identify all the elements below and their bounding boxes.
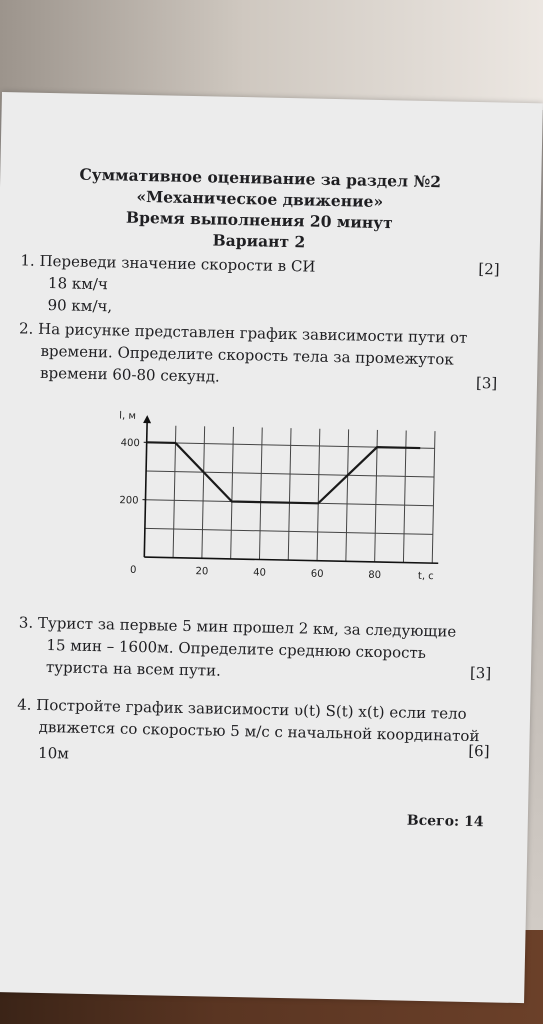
distance-time-chart bbox=[100, 406, 464, 593]
grid-line-vertical bbox=[317, 429, 320, 561]
grid-line-vertical bbox=[432, 431, 435, 563]
x-tick-label: 60 bbox=[310, 568, 324, 580]
grid-line-vertical bbox=[259, 428, 262, 560]
grid-line-vertical bbox=[231, 427, 234, 559]
task-4-line-2: движется со скоростью 5 м/с с начальной координатой bbox=[38, 717, 480, 746]
y-axis bbox=[144, 417, 147, 557]
task-1-item-1: 18 км/ч bbox=[47, 274, 109, 294]
exam-sheet bbox=[0, 92, 543, 1003]
task-2-points: [3] bbox=[475, 373, 498, 393]
task-2-line-2: времени. Определите скорость тела за промежуток bbox=[40, 341, 454, 369]
grid-line-vertical bbox=[202, 426, 205, 558]
task-3-points: [3] bbox=[469, 663, 492, 683]
total-score: Всего: 14 bbox=[406, 812, 484, 831]
header-topic: «Механическое движение» bbox=[136, 186, 384, 212]
task-3-line-1: 3. Турист за первые 5 мин прошел 2 км, за следующие bbox=[18, 613, 457, 641]
task-4-line-1: 4. Постройте график зависимости υ(t) S(t) x(t) если тело bbox=[16, 695, 467, 723]
task-1-points: [2] bbox=[478, 260, 500, 279]
grid-line-vertical bbox=[288, 428, 291, 560]
grid-line-vertical bbox=[403, 431, 406, 563]
header bbox=[59, 163, 461, 255]
y-axis-label: l, м bbox=[119, 410, 137, 422]
task-4-line-3: 10м bbox=[37, 743, 70, 763]
document-content bbox=[0, 92, 543, 1003]
header-title: Суммативное оценивание за раздел №2 bbox=[79, 164, 442, 192]
y-axis-arrow bbox=[143, 415, 151, 423]
x-tick-label: 80 bbox=[368, 569, 382, 582]
grid-line-vertical bbox=[346, 429, 349, 561]
grid-line-vertical bbox=[173, 426, 176, 558]
y-tick-label: 200 bbox=[119, 495, 139, 507]
header-variant: Вариант 2 bbox=[212, 230, 306, 252]
x-tick-label: 40 bbox=[253, 567, 267, 579]
task-1-text: 1. Переведи значение скорости в СИ bbox=[20, 251, 316, 276]
task-2-line-1: 2. На рисунке представлен график зависимости пути от bbox=[18, 319, 468, 347]
task-3-line-3: туриста на всем пути. bbox=[45, 658, 222, 680]
header-time: Время выполнения 20 минут bbox=[125, 207, 393, 233]
task-2-line-3: времени 60-80 секунд. bbox=[39, 363, 221, 386]
y-tick-label: 400 bbox=[120, 437, 140, 450]
x-tick-label: 0 bbox=[129, 564, 137, 576]
x-tick-label: 20 bbox=[195, 566, 209, 578]
chart-grid bbox=[144, 425, 435, 563]
task-3-line-2: 15 мин – 1600м. Определите среднюю скорость bbox=[46, 636, 427, 662]
task-1-item-2: 90 км/ч, bbox=[47, 296, 113, 316]
task-4-points: [6] bbox=[468, 741, 490, 761]
x-axis bbox=[144, 557, 438, 563]
x-axis-label: t, с bbox=[417, 570, 434, 583]
